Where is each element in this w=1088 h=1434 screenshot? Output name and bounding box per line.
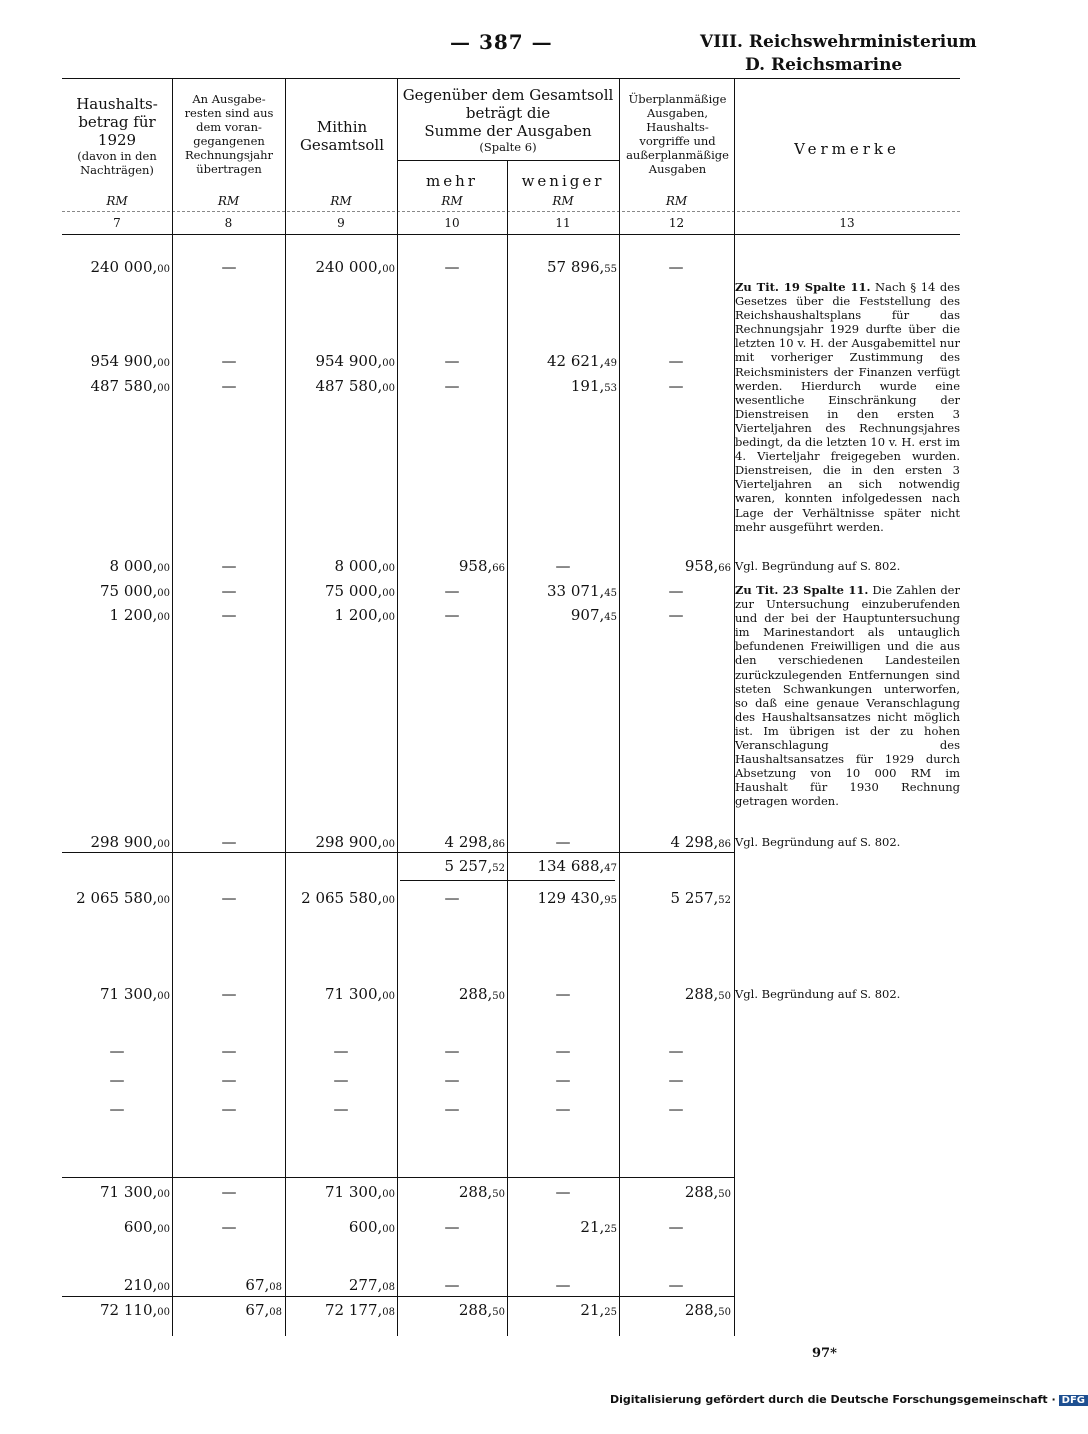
cell-c8-row15: 67,08 (245, 1276, 282, 1294)
header-bottom-rule (62, 234, 960, 235)
cell-c7-row0: 240 000,00 (90, 258, 170, 276)
cell-c8-row6: — (221, 833, 237, 851)
footer-page-code: 97* (812, 1346, 837, 1361)
remark-4: Vgl. Begründung auf S. 802. (735, 987, 901, 1001)
col-divider-11-12 (619, 78, 620, 1336)
cell-c11-row3: — (555, 557, 571, 575)
cell-c8-row3: — (221, 557, 237, 575)
cell-c11-row10: — (555, 1042, 571, 1060)
cell-c12-row9: 288,50 (684, 985, 731, 1003)
unit-col11: RM (552, 194, 574, 208)
page-number: — 387 — (450, 30, 553, 54)
unit-col12: RM (665, 194, 688, 208)
cell-c7-row15: 210,00 (123, 1276, 170, 1294)
cell-c9-row5: 1 200,00 (334, 606, 395, 624)
cell-c7-row10: — (109, 1042, 125, 1060)
cell-c8-row8: — (221, 889, 237, 907)
cell-c10-row12: — (444, 1100, 460, 1118)
col-divider-8-9 (285, 78, 286, 1336)
cell-c10-row9: 288,50 (458, 985, 505, 1003)
cell-c9-row2: 487 580,00 (315, 377, 395, 395)
unit-col10: RM (441, 194, 463, 208)
cell-c9-row6: 298 900,00 (315, 833, 395, 851)
cell-c9-row11: — (333, 1071, 349, 1089)
colnum-7: 7 (113, 216, 121, 230)
cell-c8-row1: — (221, 352, 237, 370)
cell-c11-row6: — (555, 833, 571, 851)
cell-c8-row0: — (221, 258, 237, 276)
cell-c12-row10: — (668, 1042, 684, 1060)
cell-c9-row4: 75 000,00 (325, 582, 395, 600)
unit-col7: RM (106, 194, 128, 208)
header-col8: An Ausgabe- resten sind aus dem voran- gegangenen Rechnungsjahr übertragen (184, 92, 274, 176)
mehr-weniger-rule (397, 160, 619, 161)
cell-c11-row0: 57 896,55 (547, 258, 617, 276)
remark-2: Zu Tit. 23 Spalte 11. Die Zahlen der zur Untersuchung einzuberufenden und der bei der Hauptuntersuchung im Marinestandort als untauglich befundenen Freiwilligen und die aus den verschiedenen Landesteilen zurückzulegenden Entfernungen sind steten Schwankungen unterworfen, so daß eine genaue Veranschlagung des Haushaltsansatzes nicht möglich ist. Im übrigen ist der zu hohen Veranschlagung des Haushaltsansatzes für 1929 durch Absetzung von 10 000 RM im Haushalt für 1930 Rechnung getragen worden. (735, 583, 960, 809)
colnum-8: 8 (224, 216, 233, 230)
cell-c12-row16: 288,50 (684, 1301, 731, 1319)
unit-rule (62, 211, 960, 212)
cell-c11-row9: — (555, 985, 571, 1003)
header-col10-11: Gegenüber dem Gesamtsoll beträgt die Summe der Ausgaben (Spalte 6) (402, 86, 614, 154)
col-divider-9-10 (397, 78, 398, 1336)
cell-c10-row1: — (444, 352, 460, 370)
cell-c12-row0: — (668, 258, 684, 276)
cell-c12-row3: 958,66 (684, 557, 731, 575)
cell-c12-row1: — (668, 352, 684, 370)
header-col11: weniger (521, 172, 605, 190)
cell-c12-row2: — (668, 377, 684, 395)
cell-c12-row11: — (668, 1071, 684, 1089)
header-col10: mehr (426, 172, 478, 190)
cell-c10-row5: — (444, 606, 460, 624)
cell-c12-row4: — (668, 582, 684, 600)
cell-c9-row13: 71 300,00 (325, 1183, 395, 1201)
cell-c12-row6: 4 298,86 (670, 833, 731, 851)
cell-c11-row7: 134 688,47 (537, 857, 617, 875)
cell-c11-row15: — (555, 1276, 571, 1294)
cell-c12-row14: — (668, 1218, 684, 1236)
cell-c7-row4: 75 000,00 (100, 582, 170, 600)
cell-c10-row4: — (444, 582, 460, 600)
cell-c9-row16: 72 177,08 (325, 1301, 395, 1319)
cell-c9-row1: 954 900,00 (315, 352, 395, 370)
cell-c7-row8: 2 065 580,00 (76, 889, 170, 907)
colnum-9: 9 (337, 216, 345, 230)
cell-c10-row3: 958,66 (458, 557, 505, 575)
cell-c9-row0: 240 000,00 (315, 258, 395, 276)
cell-c12-row15: — (668, 1276, 684, 1294)
colnum-11: 11 (555, 216, 571, 230)
colnum-10: 10 (444, 216, 460, 230)
cell-c7-row13: 71 300,00 (100, 1183, 170, 1201)
cell-c12-row13: 288,50 (684, 1183, 731, 1201)
cell-c11-row4: 33 071,45 (547, 582, 617, 600)
cell-c9-row14: 600,00 (348, 1218, 395, 1236)
header-col9: Mithin Gesamtsoll (299, 118, 385, 154)
cell-c9-row9: 71 300,00 (325, 985, 395, 1003)
cell-c7-row16: 72 110,00 (100, 1301, 170, 1319)
cell-c7-row2: 487 580,00 (90, 377, 170, 395)
cell-c8-row14: — (221, 1218, 237, 1236)
cell-c11-row2: 191,53 (570, 377, 617, 395)
cell-c10-row6: 4 298,86 (444, 833, 505, 851)
sum-rule (62, 1177, 734, 1178)
cell-c7-row11: — (109, 1071, 125, 1089)
cell-c12-row5: — (668, 606, 684, 624)
cell-c7-row14: 600,00 (123, 1218, 170, 1236)
cell-c9-row15: 277,08 (348, 1276, 395, 1294)
cell-c7-row12: — (109, 1100, 125, 1118)
section-title: VIII. Reichswehrministerium (700, 32, 977, 52)
cell-c8-row10: — (221, 1042, 237, 1060)
cell-c10-row11: — (444, 1071, 460, 1089)
cell-c11-row11: — (555, 1071, 571, 1089)
colnum-13: 13 (839, 216, 855, 230)
cell-c11-row8: 129 430,95 (537, 889, 617, 907)
col-divider-7-8 (172, 78, 173, 1336)
remark-1: Vgl. Begründung auf S. 802. (735, 559, 901, 573)
cell-c12-row12: — (668, 1100, 684, 1118)
cell-c11-row12: — (555, 1100, 571, 1118)
unit-col9: RM (330, 194, 352, 208)
header-col12: Überplanmäßige Ausgaben, Haushalts- vorgriffe und außerplanmäßige Ausgaben (626, 92, 729, 176)
unit-col8: RM (217, 194, 240, 208)
remark-3: Vgl. Begründung auf S. 802. (735, 835, 901, 849)
dfg-logo: DFG (1059, 1395, 1088, 1406)
cell-c8-row2: — (221, 377, 237, 395)
cell-c7-row1: 954 900,00 (90, 352, 170, 370)
cell-c8-row16: 67,08 (245, 1301, 282, 1319)
cell-c9-row3: 8 000,00 (334, 557, 395, 575)
cell-c7-row6: 298 900,00 (90, 833, 170, 851)
colnum-12: 12 (668, 216, 685, 230)
cell-c10-row8: — (444, 889, 460, 907)
cell-c10-row14: — (444, 1218, 460, 1236)
cell-c11-row16: 21,25 (580, 1301, 617, 1319)
cell-c8-row4: — (221, 582, 237, 600)
cell-c12-row8: 5 257,52 (670, 889, 731, 907)
header-col13: Vermerke (794, 140, 900, 158)
cell-c7-row3: 8 000,00 (109, 557, 170, 575)
cell-c10-row2: — (444, 377, 460, 395)
cell-c7-row5: 1 200,00 (109, 606, 170, 624)
cell-c10-row15: — (444, 1276, 460, 1294)
dfg-credit-text: Digitalisierung gefördert durch die Deutsche Forschungsgemeinschaft · (610, 1393, 1056, 1406)
cell-c10-row10: — (444, 1042, 460, 1060)
table-top-rule (62, 78, 960, 79)
cell-c8-row11: — (221, 1071, 237, 1089)
cell-c11-row1: 42 621,49 (547, 352, 617, 370)
cell-c11-row14: 21,25 (580, 1218, 617, 1236)
cell-c8-row5: — (221, 606, 237, 624)
cell-c8-row12: — (221, 1100, 237, 1118)
cell-c11-row5: 907,45 (570, 606, 617, 624)
cell-c8-row9: — (221, 985, 237, 1003)
cell-c10-row7: 5 257,52 (444, 857, 505, 875)
cell-c8-row13: — (221, 1183, 237, 1201)
cell-c7-row9: 71 300,00 (100, 985, 170, 1003)
cell-c9-row10: — (333, 1042, 349, 1060)
cell-c11-row13: — (555, 1183, 571, 1201)
header-col7: Haushalts- betrag für 1929 (davon in den Nachträgen) (76, 95, 158, 177)
dfg-credit (610, 1393, 1088, 1406)
cell-c9-row12: — (333, 1100, 349, 1118)
col-divider-10-11 (507, 160, 508, 1336)
cell-c10-row13: 288,50 (458, 1183, 505, 1201)
cell-c10-row16: 288,50 (458, 1301, 505, 1319)
subsection-title: D. Reichsmarine (745, 55, 903, 75)
cell-c9-row8: 2 065 580,00 (301, 889, 395, 907)
remark-0: Zu Tit. 19 Spalte 11. Nach § 14 des Gesetzes über die Feststellung des Reichshaushaltsplans für das Rechnungsjahr 1929 durfte über die letzten 10 v. H. der Ausgabemittel nur mit vorheriger Zustimmung des Reichsministers der Finanzen verfügt werden. Hierdurch wurde eine wesentliche Einschränkung der Dienstreisen in den ersten 3 Vierteljahren des Rechnungsjahres bedingt, da die letzten 10 v. H. erst im 4. Vierteljahr freigegeben wurden. Dienstreisen, die in den ersten 3 Vierteljahren an sich notwendig waren, konnten infolgedessen nach Lage der Verhältnisse später nicht mehr ausgeführt werden. (735, 280, 960, 534)
cell-c10-row0: — (444, 258, 460, 276)
